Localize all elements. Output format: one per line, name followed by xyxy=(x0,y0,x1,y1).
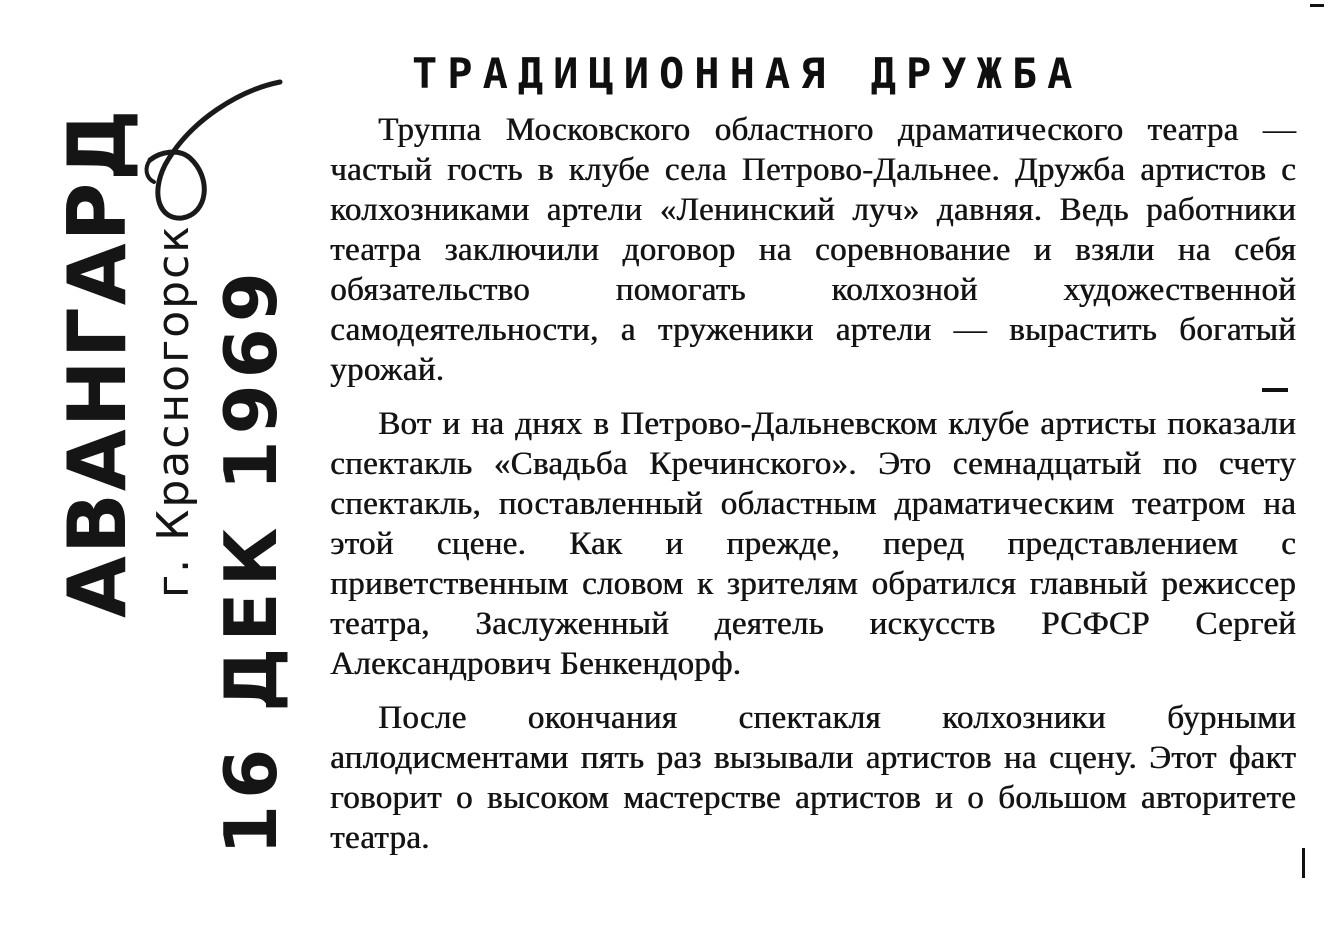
stray-mark xyxy=(1262,388,1288,392)
article-paragraph: После окончания спектакля колхозники бурными аплодисментами пять раз вызывали артистов на сцену. Этот факт говорит о высоком мастерстве артистов и о большом авторитете театра. xyxy=(330,700,1296,856)
stamp-newspaper-name: АВАНГАРД xyxy=(51,107,144,618)
article-paragraph: Труппа Московского областного драматического театра — частый гость в клубе села Петрово-Дальнее. Дружба артистов с колхозниками артели «Ленинский луч» давняя. Ведь работники театра заключили договор на соревнование и взяли на себя обязательство помогать колхозной художественной самодеятельности, а труженики артели — вырастить богатый урожай. xyxy=(330,112,1296,388)
newspaper-article xyxy=(330,48,1296,858)
article-paragraph: Вот и на днях в Петрово-Дальневском клубе артисты показали спектакль «Свадьба Кречинского». Это семнадцатый по счету спектакль, поставленный областным драматическим театром на этой сцене. Как и прежде, перед представлением с приветственным словом к зрителям обратился главный режиссер театра, Заслуженный деятель искусств РСФСР Сергей Александрович Бенкендорф. xyxy=(330,406,1296,682)
stray-mark xyxy=(1302,848,1305,878)
article-title: ТРАДИЦИОННАЯ ДРУЖБА xyxy=(412,49,1083,98)
handwritten-signature xyxy=(120,60,320,240)
newspaper-stamp xyxy=(0,0,320,935)
stamp-date: 16 ДЕК 1969 xyxy=(209,266,293,855)
stamp-city: г. Красногорск xyxy=(148,224,199,598)
stray-mark xyxy=(1310,4,1324,7)
